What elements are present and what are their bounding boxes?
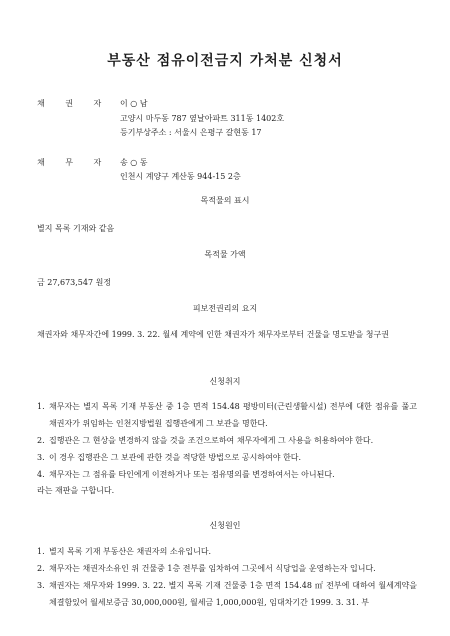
object-text: 별지 목록 기재와 같음 bbox=[37, 224, 115, 233]
item-text: 집행관은 그 현상을 변경하지 않을 것을 조건으로하여 채무자에게 그 사용을 허용하여야 한다. bbox=[49, 436, 374, 445]
item-text: 별지 목록 기재 부동산은 채권자의 소유입니다. bbox=[49, 547, 212, 556]
right-text: 채권자와 채무자간에 1999. 3. 22. 월세 계약에 인한 채권자가 채무자로부터 건물을 명도받을 청구권 bbox=[37, 330, 389, 339]
debtor-name: 송 ○ 동 bbox=[120, 158, 148, 167]
reason-item bbox=[37, 560, 417, 577]
creditor-name: 이 ○ 남 bbox=[120, 99, 148, 108]
purpose-heading: 신청취지 bbox=[209, 377, 241, 386]
creditor-registry-address: 등기부상주소 : 서울시 은평구 갈현동 17 bbox=[120, 128, 262, 137]
item-number: 1. bbox=[37, 547, 45, 556]
value-heading: 목적물 가액 bbox=[204, 250, 246, 259]
right-heading: 피보전권리의 요지 bbox=[192, 304, 258, 313]
item-number: 1. bbox=[37, 402, 45, 411]
item-number: 2. bbox=[37, 436, 45, 445]
reason-item bbox=[37, 543, 417, 560]
item-number: 3. bbox=[37, 581, 45, 590]
debtor-address: 인천시 계양구 계산동 944-15 2층 bbox=[120, 172, 241, 181]
document-title: 부동산 점유이전금지 가처분 신청서 bbox=[107, 53, 343, 69]
purpose-item bbox=[37, 398, 417, 432]
reason-item bbox=[37, 577, 417, 611]
item-text: 채권자는 채무자와 1999. 3. 22. 별지 목록 기재 건물중 1층 면적 154.48 ㎡ 전부에 대하여 월세계약을 체결함있어 월세보증금 30,000,000원, 월세금 1,000,000원, 임대차기간 1999. 3. 31. 부 bbox=[49, 581, 417, 607]
item-number: 4. bbox=[37, 470, 45, 479]
creditor-label: 채 권 자 bbox=[37, 99, 111, 108]
purpose-item bbox=[37, 466, 417, 483]
object-heading: 목적물의 표시 bbox=[200, 196, 250, 205]
item-text: 채무자는 별지 목록 기재 부동산 중 1층 면적 154.48 평방미터(근린생활시설) 전부에 대한 점유를 풀고 채권자가 위임하는 인천지방법원 집행관에게 그 보관을 명한다. bbox=[49, 402, 417, 428]
purpose-item bbox=[37, 449, 417, 466]
item-number: 2. bbox=[37, 564, 45, 573]
item-text: 이 경우 집행관은 그 보관에 관한 것을 적당한 방법으로 공시하여야 한다. bbox=[49, 453, 302, 462]
purpose-item bbox=[37, 432, 417, 449]
debtor-label: 채 무 자 bbox=[37, 158, 111, 167]
purpose-closing: 라는 재판을 구합니다. bbox=[37, 486, 115, 495]
creditor-address: 고양시 마두동 787 옆날아파트 311동 1402호 bbox=[120, 114, 285, 123]
item-text: 채무자는 채권자소유인 위 건물중 1층 전부를 임차하여 그곳에서 식당업을 운영하는자 입니다. bbox=[49, 564, 376, 573]
value-text: 금 27,673,547 원정 bbox=[37, 278, 112, 287]
item-text: 채무자는 그 점유를 타인에게 이전하거나 또는 점유명의를 변경하여서는 아니된다. bbox=[49, 470, 335, 479]
reason-heading: 신청원인 bbox=[209, 521, 241, 530]
item-number: 3. bbox=[37, 453, 45, 462]
